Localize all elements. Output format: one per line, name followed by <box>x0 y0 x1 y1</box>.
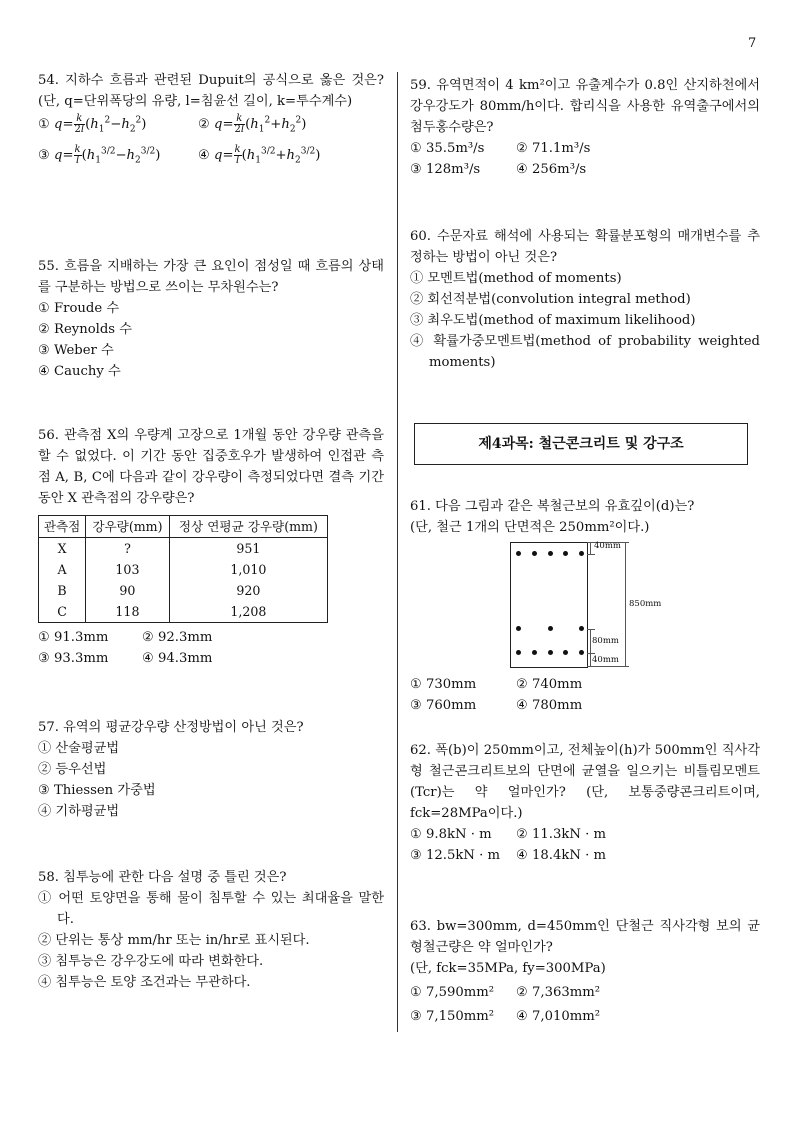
q63-option-4: ④ 7,010mm² <box>516 1009 601 1024</box>
q56-option-1: ① 91.3mm <box>38 630 109 645</box>
page-number: 7 <box>748 36 757 51</box>
tension-bars-upper <box>516 626 584 632</box>
table-row <box>39 538 328 560</box>
table-header: 강우량(mm) <box>86 516 170 538</box>
q59-options-row1 <box>410 138 760 159</box>
q59-options-row2 <box>410 159 760 180</box>
q61-options-row1 <box>410 674 760 695</box>
q56-option-4: ④ 94.3mm <box>142 651 213 666</box>
q63-stem: 63. bw=300mm, d=450mm인 단철근 직사각형 보의 균형철근량은 약 얼마인가? <box>410 919 760 955</box>
rebar-dot <box>516 626 521 631</box>
q54-option-4: ④ q= $\frac{k}{l}$ $(h_1^{3/2}+h_2^{3/2})$ <box>198 144 321 166</box>
q54-options-row2 <box>38 145 384 166</box>
table-header: 정상 연평균 강우량(mm) <box>169 516 327 538</box>
question-62 <box>410 740 760 866</box>
q58-option-2: ② 단위는 통상 mm/hr 또는 in/hr로 표시된다. <box>38 933 310 948</box>
q54-stem: 54. 지하수 흐름과 관련된 Dupuit의 공식으로 옳은 것은? (단, q=단위폭당의 유량, l=침윤선 길이, k=투수계수) <box>38 73 384 109</box>
q59-option-3: ③ 128m³/s <box>410 162 481 177</box>
question-59 <box>410 75 760 180</box>
q57-option-3: ③ Thiessen 가중법 <box>38 783 156 798</box>
rainfall-table <box>38 515 328 623</box>
question-58 <box>38 867 384 993</box>
q55-option-4: ④ Cauchy 수 <box>38 364 121 379</box>
q61-option-3: ③ 760mm <box>410 698 477 713</box>
question-60 <box>410 226 760 373</box>
q63-options-row2 <box>410 1006 760 1027</box>
q57-stem: 57. 유역의 평균강우량 산정방법이 아닌 것은? <box>38 720 304 735</box>
table-cell: X <box>39 538 86 560</box>
rebar-dot <box>563 650 568 655</box>
table-cell: ? <box>86 538 170 560</box>
q59-option-1: ① 35.5m³/s <box>410 141 485 156</box>
table-row <box>39 580 328 601</box>
q55-option-1: ① Froude 수 <box>38 301 120 316</box>
q58-option-4: ④ 침투능은 토양 조건과는 무관하다. <box>38 975 251 990</box>
column-divider <box>397 72 398 1032</box>
q62-options-row1 <box>410 824 760 845</box>
table-header: 관측점 <box>39 516 86 538</box>
subject-heading: 제4과목: 철근콘크리트 및 강구조 <box>414 423 748 465</box>
q58-option-1: ① 어떤 토양면을 통해 물이 침투할 수 있는 최대율을 말한다. <box>38 891 384 927</box>
q56-stem: 56. 관측점 X의 우량계 고장으로 1개월 동안 강우량 관측을 할 수 없었다. 이 기간 동안 집중호우가 발생하여 인접관 측점 A, B, C에 다음과 같이 강우량이 측정되었다면 결측 기간 동안 X 관측점의 강우량은? <box>38 428 384 506</box>
q59-option-2: ② 71.1m³/s <box>516 141 591 156</box>
tension-bars-lower <box>516 650 584 656</box>
table-cell: 118 <box>86 601 170 623</box>
dim-label-bottom-cover: 40mm <box>592 655 619 665</box>
q61-option-4: ④ 780mm <box>516 698 583 713</box>
q55-option-2: ② Reynolds 수 <box>38 322 132 337</box>
rebar-dot <box>548 626 553 631</box>
q56-options-row2 <box>38 648 384 669</box>
q56-options-row1 <box>38 627 384 648</box>
q57-option-2: ② 등우선법 <box>38 762 107 777</box>
q61-options-row2 <box>410 695 760 716</box>
q63-options-row1 <box>410 982 760 1003</box>
dim-label-bar-spacing: 80mm <box>592 636 619 646</box>
q63-option-2: ② 7,363mm² <box>516 985 601 1000</box>
q63-option-1: ① 7,590mm² <box>410 985 495 1000</box>
table-row <box>39 559 328 580</box>
q58-stem: 58. 침투능에 관한 다음 설명 중 틀린 것은? <box>38 870 287 885</box>
table-cell: 103 <box>86 559 170 580</box>
table-cell: 951 <box>169 538 327 560</box>
dim-tick <box>587 629 595 630</box>
q61-option-1: ① 730mm <box>410 677 477 692</box>
dim-line <box>625 542 626 666</box>
compression-bars <box>516 551 584 557</box>
q59-stem: 59. 유역면적이 4 km²이고 유출계수가 0.8인 산지하천에서 강우강도가 80mm/h이다. 합리식을 사용한 유역출구에서의 첨두홍수량은? <box>410 78 760 135</box>
table-cell: C <box>39 601 86 623</box>
q58-option-3: ③ 침투능은 강우강도에 따라 변화한다. <box>38 954 264 969</box>
q54-options-row1 <box>38 114 384 135</box>
q62-option-4: ④ 18.4kN · m <box>516 848 606 863</box>
question-56 <box>38 425 384 669</box>
q56-option-3: ③ 93.3mm <box>38 651 109 666</box>
dim-tick <box>587 653 595 654</box>
table-cell: 90 <box>86 580 170 601</box>
dim-line <box>590 542 591 554</box>
q55-stem: 55. 흐름을 지배하는 가장 큰 요인이 점성일 때 흐름의 상태를 구분하는 방법으로 쓰이는 무차원수는? <box>38 259 384 295</box>
table-cell: 1,010 <box>169 559 327 580</box>
rebar-dot <box>579 551 584 556</box>
dim-label-top-cover: 40mm <box>594 541 621 551</box>
q61-stem: 61. 다음 그림과 같은 복철근보의 유효깊이(d)는? <box>410 499 695 514</box>
table-cell: 1,208 <box>169 601 327 623</box>
rebar-dot <box>548 650 553 655</box>
q63-note: (단, fck=35MPa, fy=300MPa) <box>410 961 606 976</box>
q55-option-3: ③ Weber 수 <box>38 343 114 358</box>
q54-option-2: ② q= $\frac{k}{2l}$ $(h_1^2+h_2^2)$ <box>198 113 307 135</box>
question-61 <box>410 496 760 716</box>
rebar-dot <box>563 551 568 556</box>
question-54 <box>38 70 384 166</box>
q57-option-4: ④ 기하평균법 <box>38 804 120 819</box>
q60-option-1: ① 모멘트법(method of moments) <box>410 271 622 286</box>
q60-option-2: ② 회선적분법(convolution integral method) <box>410 292 691 307</box>
q62-option-1: ① 9.8kN · m <box>410 827 492 842</box>
dim-line <box>590 629 591 666</box>
rebar-dot <box>532 650 537 655</box>
table-cell: A <box>39 559 86 580</box>
dim-tick <box>587 554 595 555</box>
rebar-dot <box>579 650 584 655</box>
rebar-dot <box>579 626 584 631</box>
q61-note: (단, 철근 1개의 단면적은 250mm²이다.) <box>410 520 650 535</box>
q60-option-4: ④ 확률가중모멘트법(method of probability weighted moments) <box>410 334 760 370</box>
question-55 <box>38 256 384 382</box>
q56-option-2: ② 92.3mm <box>142 630 213 645</box>
rebar-dot <box>516 551 521 556</box>
table-cell: 920 <box>169 580 327 601</box>
beam-section-figure <box>510 542 710 668</box>
rebar-dot <box>516 650 521 655</box>
q54-option-3: ③ q= $\frac{k}{l}$ $(h_1^{3/2}-h_2^{3/2})$ <box>38 144 161 166</box>
q62-stem: 62. 폭(b)이 250mm이고, 전체높이(h)가 500mm인 직사각형 철근콘크리트보의 단면에 균열을 일으키는 비틀림모멘트(Tcr)는 약 얼마인가? (단, 보통중량콘크리트이며, fck=28MPa이다.) <box>410 743 760 821</box>
q62-options-row2 <box>410 845 760 866</box>
table-cell: B <box>39 580 86 601</box>
dim-tick <box>587 666 629 667</box>
table-row <box>39 601 328 623</box>
q57-option-1: ① 산술평균법 <box>38 741 120 756</box>
q54-option-1: ① q= $\frac{k}{2l}$ $(h_1^2-h_2^2)$ <box>38 113 147 135</box>
q62-option-2: ② 11.3kN · m <box>516 827 606 842</box>
q59-option-4: ④ 256m³/s <box>516 162 587 177</box>
rebar-dot <box>548 551 553 556</box>
q63-option-3: ③ 7,150mm² <box>410 1009 495 1024</box>
q60-stem: 60. 수문자료 해석에 사용되는 확률분포형의 매개변수를 추정하는 방법이 아닌 것은? <box>410 229 760 265</box>
question-57 <box>38 717 384 822</box>
rebar-dot <box>532 551 537 556</box>
dim-label-height: 850mm <box>629 599 662 609</box>
q61-option-2: ② 740mm <box>516 677 583 692</box>
question-63 <box>410 916 760 1027</box>
q60-option-3: ③ 최우도법(method of maximum likelihood) <box>410 313 696 328</box>
q62-option-3: ③ 12.5kN · m <box>410 848 500 863</box>
